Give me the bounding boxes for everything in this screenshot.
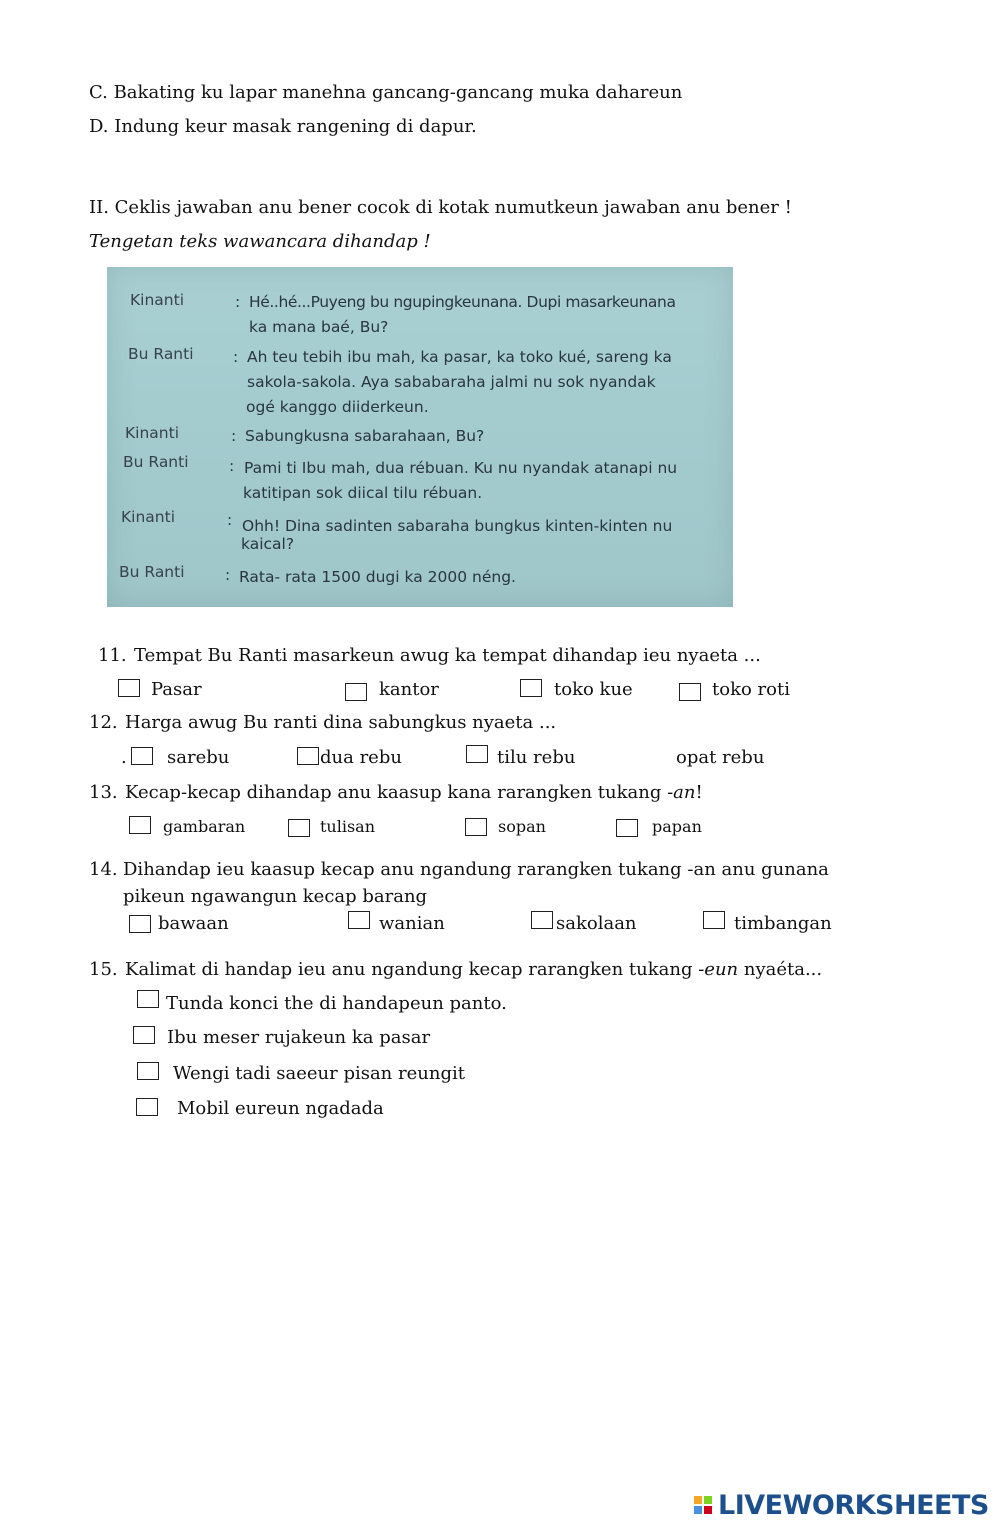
logo-square-icon: [704, 1506, 712, 1514]
checkbox-q11-toko-roti[interactable]: [679, 683, 701, 701]
dialogue-line: Rata- rata 1500 dugi ka 2000 néng.: [239, 568, 516, 586]
checkbox-q11-toko-kue[interactable]: [520, 679, 542, 697]
speaker-label: Bu Ranti: [123, 453, 189, 471]
option-c: C. Bakating ku lapar manehna gancang-gancang muka dahareun: [89, 82, 683, 103]
section-heading: II. Ceklis jawaban anu bener cocok di kotak numutkeun jawaban anu bener !: [89, 197, 792, 218]
option-d: D. Indung keur masak rangening di dapur.: [89, 116, 477, 137]
question-13-text: Kecap-kecap dihandap anu kaasup kana rarangken tukang -an!: [125, 782, 703, 803]
option-label: dua rebu: [320, 747, 402, 768]
dialogue-colon: :: [231, 427, 237, 445]
speaker-label: Bu Ranti: [128, 345, 194, 363]
checkbox-q11-pasar[interactable]: [118, 679, 140, 697]
checkbox-q15-option-3[interactable]: [137, 1062, 159, 1080]
question-11-number: 11.: [98, 645, 127, 666]
speaker-label: Bu Ranti: [119, 563, 185, 581]
question-14-number: 14.: [89, 859, 118, 880]
dialogue-line: Sabungkusna sabarahaan, Bu?: [245, 427, 485, 445]
option-label: Ibu meser rujakeun ka pasar: [167, 1027, 431, 1048]
speaker-label: Kinanti: [125, 424, 180, 442]
option-label: tulisan: [320, 817, 376, 836]
dialogue-line: ogé kanggo diiderkeun.: [246, 398, 429, 416]
logo-square-icon: [694, 1506, 702, 1514]
dialogue-line: Ohh! Dina sadinten sabaraha bungkus kinten-kinten nu: [242, 517, 673, 535]
checkbox-q14-bawaan[interactable]: [129, 915, 151, 933]
dialogue-colon: :: [235, 293, 241, 311]
question-14-text-line2: pikeun ngawangun kecap barang: [123, 886, 428, 907]
checkbox-q12-tilu-rebu[interactable]: [466, 745, 488, 763]
option-label: bawaan: [158, 913, 229, 934]
question-15-text: Kalimat di handap ieu anu ngandung kecap rarangken tukang -eun nyaéta...: [125, 959, 823, 980]
section-instruction: Tengetan teks wawancara dihandap !: [89, 231, 431, 252]
option-label: wanian: [379, 913, 445, 934]
option-label: Mobil eureun ngadada: [177, 1098, 384, 1119]
option-label: Pasar: [151, 679, 202, 700]
question-11-text: Tempat Bu Ranti masarkeun awug ka tempat dihandap ieu nyaeta ...: [134, 645, 761, 666]
dialogue-line: katitipan sok diical tilu rébuan.: [243, 484, 483, 502]
checkbox-q13-sopan[interactable]: [465, 818, 487, 836]
option-label: papan: [652, 817, 702, 836]
checkbox-q13-papan[interactable]: [616, 819, 638, 837]
question-12-text: Harga awug Bu ranti dina sabungkus nyaeta ...: [125, 712, 557, 733]
checkbox-q12-sarebu[interactable]: [131, 747, 153, 765]
option-label: Tunda konci the di handapeun panto.: [166, 993, 507, 1014]
checkbox-q15-option-4[interactable]: [136, 1098, 158, 1116]
option-label: gambaran: [163, 817, 246, 836]
option-label: toko roti: [712, 679, 790, 700]
option-label: kantor: [379, 679, 439, 700]
logo-square-icon: [694, 1496, 702, 1504]
dialogue-colon: :: [225, 566, 231, 584]
dialogue-line: Ah teu tebih ibu mah, ka pasar, ka toko kué, sareng ka: [247, 348, 672, 366]
dialogue-line: kaical?: [241, 535, 295, 553]
dialogue-line: sakola-sakola. Aya sababaraha jalmi nu sok nyandak: [247, 373, 656, 391]
dialogue-line: ka mana baé, Bu?: [249, 318, 389, 336]
option-label[interactable]: opat rebu: [676, 747, 765, 768]
checkbox-q12-dua-rebu[interactable]: [297, 747, 319, 765]
question-12-number: 12.: [89, 712, 118, 733]
speaker-label: Kinanti: [130, 291, 185, 309]
question-14-text: Dihandap ieu kaasup kecap anu ngandung rarangken tukang -an anu gunana: [123, 859, 829, 880]
question-13-number: 13.: [89, 782, 118, 803]
logo-square-icon: [704, 1496, 712, 1504]
option-prefix: .: [121, 747, 127, 768]
dialogue-colon: :: [227, 511, 233, 529]
checkbox-q13-tulisan[interactable]: [288, 819, 310, 837]
interview-text-image: [107, 267, 733, 607]
checkbox-q14-wanian[interactable]: [348, 911, 370, 929]
checkbox-q14-timbangan[interactable]: [703, 911, 725, 929]
option-label: timbangan: [734, 913, 832, 934]
question-15-number: 15.: [89, 959, 118, 980]
option-label: sarebu: [167, 747, 230, 768]
option-label: Wengi tadi saeeur pisan reungit: [173, 1063, 465, 1084]
checkbox-q14-sakolaan[interactable]: [531, 911, 553, 929]
option-label: sopan: [498, 817, 546, 836]
checkbox-q15-option-2[interactable]: [133, 1026, 155, 1044]
checkbox-q15-option-1[interactable]: [137, 990, 159, 1008]
option-label: tilu rebu: [497, 747, 576, 768]
option-label: sakolaan: [556, 913, 637, 934]
dialogue-colon: :: [233, 348, 239, 366]
speaker-label: Kinanti: [121, 508, 176, 526]
dialogue-colon: :: [229, 457, 235, 475]
checkbox-q13-gambaran[interactable]: [129, 816, 151, 834]
option-label: toko kue: [554, 679, 633, 700]
dialogue-line: Hé..hé...Puyeng bu ngupingkeunana. Dupi masarkeunana: [249, 293, 676, 311]
checkbox-q11-kantor[interactable]: [345, 683, 367, 701]
dialogue-line: Pami ti Ibu mah, dua rébuan. Ku nu nyandak atanapi nu: [244, 459, 678, 477]
brand-name: LIVEWORKSHEETS: [718, 1490, 989, 1521]
